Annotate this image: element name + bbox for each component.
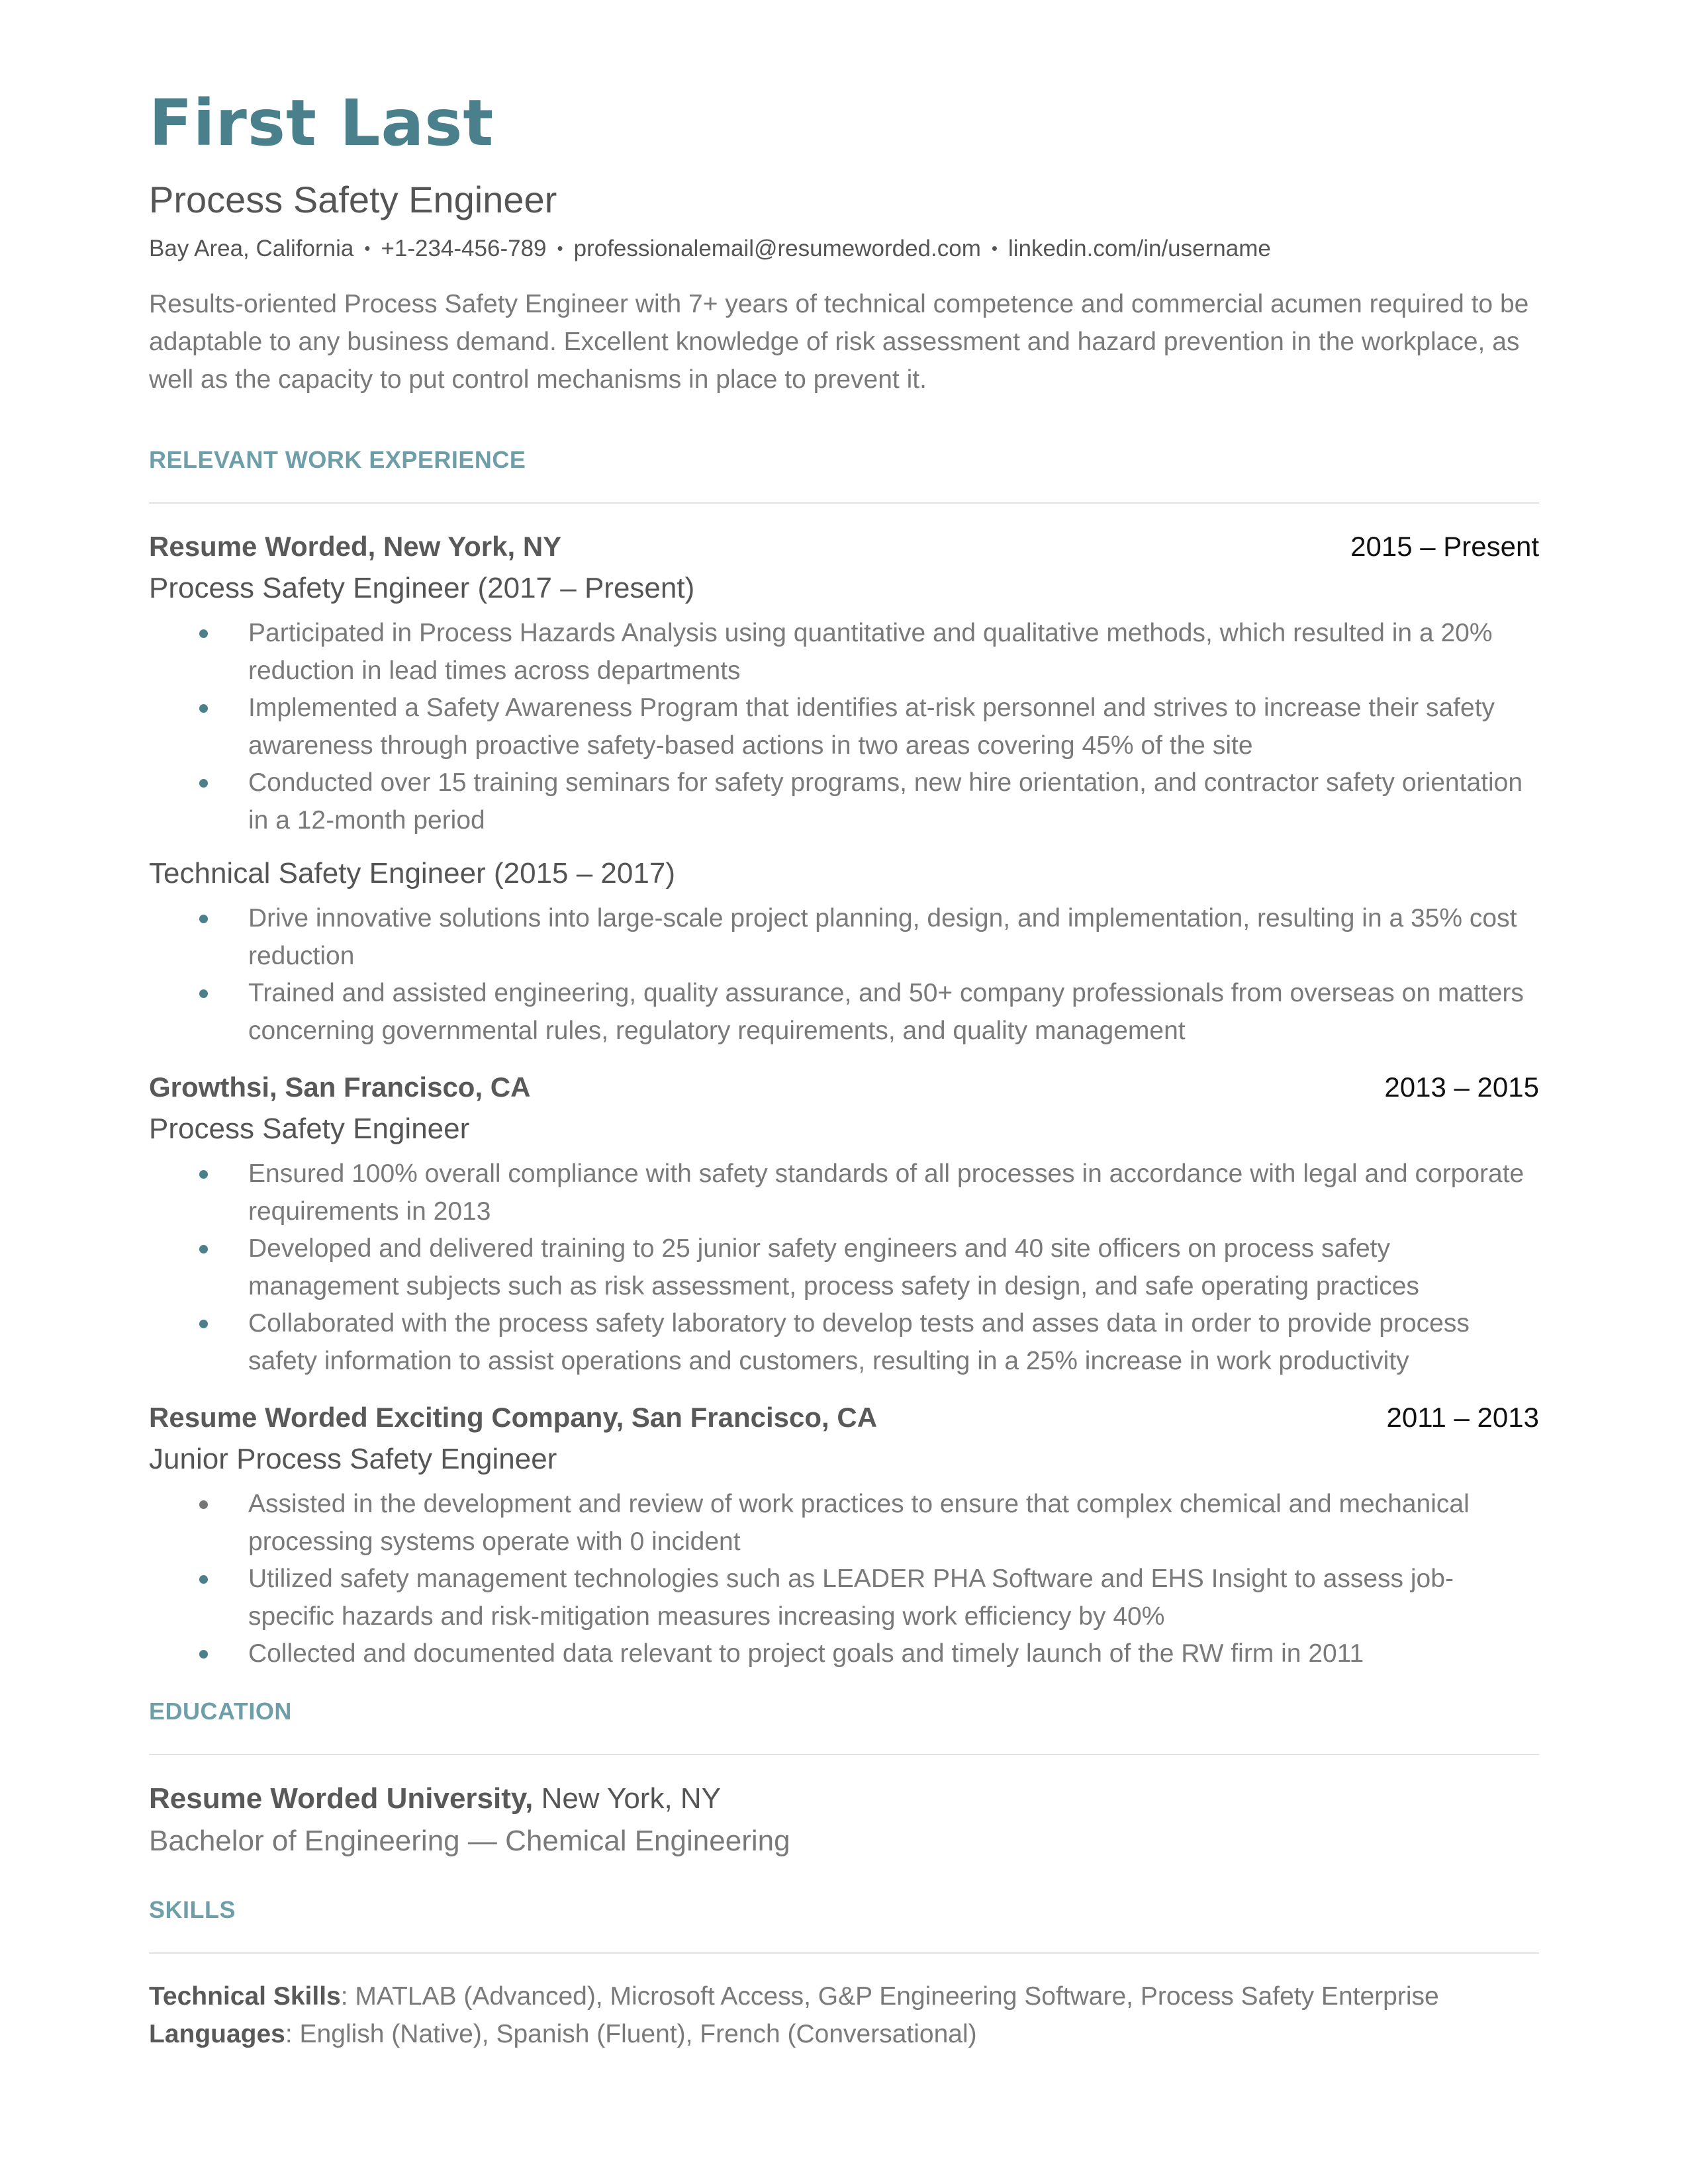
job-header xyxy=(149,1404,1539,1432)
education-school-line xyxy=(149,1784,1539,1813)
languages-label: Languages xyxy=(149,2019,285,2048)
list-item xyxy=(149,1486,1539,1561)
education-degree: Bachelor of Engineering — Chemical Engineering xyxy=(149,1824,790,1857)
bullet-icon xyxy=(199,704,208,713)
languages-line xyxy=(149,2015,1539,2053)
list-item xyxy=(149,690,1539,764)
job-header xyxy=(149,1073,1539,1101)
education-school: Resume Worded University, xyxy=(149,1782,534,1815)
contact-location: Bay Area, California xyxy=(149,236,354,261)
experience-heading: RELEVANT WORK EXPERIENCE xyxy=(149,446,526,473)
skills-heading: SKILLS xyxy=(149,1895,236,1923)
list-item xyxy=(149,1230,1539,1305)
list-item xyxy=(149,1305,1539,1380)
section-divider xyxy=(149,502,1539,504)
education-heading: EDUCATION xyxy=(149,1697,292,1725)
job-entry xyxy=(149,1073,1539,1380)
bullet-icon xyxy=(199,1245,208,1253)
job-company: Resume Worded, New York, NY xyxy=(149,531,562,562)
bullet-icon xyxy=(199,1500,208,1509)
job-bullets xyxy=(149,1486,1539,1673)
job-dates: 2013 – 2015 xyxy=(1384,1071,1539,1103)
bullet-text: Collaborated with the process safety laboratory to develop tests and asses data in order to provide process safety information to assist operations and customers, resulting in a 25% increase in work productivity xyxy=(248,1309,1470,1375)
bullet-text: Trained and assisted engineering, quality assurance, and 50+ company professionals from overseas on matters concerning governmental rules, regulatory requirements, and quality management xyxy=(248,979,1524,1045)
job-company: Growthsi, San Francisco, CA xyxy=(149,1071,531,1103)
list-item xyxy=(149,1635,1539,1673)
job-dates: 2015 – Present xyxy=(1350,531,1539,562)
resume-page xyxy=(149,79,1539,2053)
bullet-text: Conducted over 15 training seminars for safety programs, new hire orientation, and contractor safety orientation in a 12-month period xyxy=(248,768,1523,835)
summary-paragraph: Results-oriented Process Safety Engineer with 7+ years of technical competence and commercial acumen required to be adaptable to any business demand. Excellent knowledge of risk assessment and hazard prevention in the workplace, as well as the capacity to put control mechanisms in place to prevent it. xyxy=(149,290,1529,394)
job-dates: 2011 – 2013 xyxy=(1386,1402,1539,1433)
bullet-icon xyxy=(199,1170,208,1179)
bullet-icon xyxy=(199,1575,208,1584)
contact-email[interactable]: professionalemail@resumeworded.com xyxy=(573,236,981,261)
list-item xyxy=(149,1561,1539,1635)
job-position: Technical Safety Engineer (2015 – 2017) xyxy=(149,857,675,889)
list-item xyxy=(149,1156,1539,1230)
bullet-text: Implemented a Safety Awareness Program that identifies at-risk personnel and strives to increase their safety awareness through proactive safety-based actions in two areas covering 45% of the site xyxy=(248,694,1495,760)
bullet-text: Developed and delivered training to 25 junior safety engineers and 40 site officers on process safety management subjects such as risk assessment, process safety in design, and safe operating practices xyxy=(248,1234,1419,1300)
list-item xyxy=(149,764,1539,839)
job-entry xyxy=(149,1404,1539,1673)
contact-separator: • xyxy=(991,238,998,258)
job-header xyxy=(149,533,1539,561)
list-item xyxy=(149,615,1539,690)
bullet-text: Ensured 100% overall compliance with safety standards of all processes in accordance with legal and corporate requirements in 2013 xyxy=(248,1160,1524,1226)
bullet-text: Collected and documented data relevant to project goals and timely launch of the RW firm in 2011 xyxy=(248,1639,1364,1668)
list-item xyxy=(149,900,1539,975)
bullet-icon xyxy=(199,989,208,998)
bullet-text: Utilized safety management technologies such as LEADER PHA Software and EHS Insight to assess job-specific hazards and risk-mitigation measures increasing work efficiency by 40% xyxy=(248,1565,1454,1631)
job-entry xyxy=(149,533,1539,1050)
job-bullets xyxy=(149,1156,1539,1380)
candidate-title: Process Safety Engineer xyxy=(149,179,557,220)
contact-separator: • xyxy=(557,238,563,258)
bullet-icon xyxy=(199,1320,208,1328)
job-bullets xyxy=(149,900,1539,1050)
contact-line xyxy=(149,237,1539,260)
bullet-icon xyxy=(199,629,208,638)
bullet-icon xyxy=(199,779,208,788)
bullet-icon xyxy=(199,915,208,923)
technical-skills-label: Technical Skills xyxy=(149,1981,341,2011)
bullet-text: Drive innovative solutions into large-scale project planning, design, and implementation, resulting in a 35% cost reduction xyxy=(248,904,1517,970)
job-bullets xyxy=(149,615,1539,839)
bullet-text: Participated in Process Hazards Analysis using quantitative and qualitative methods, which resulted in a 20% reduction in lead times across departments xyxy=(248,619,1493,685)
contact-phone: +1-234-456-789 xyxy=(381,236,547,261)
job-position: Process Safety Engineer xyxy=(149,1113,470,1145)
contact-separator: • xyxy=(364,238,371,258)
list-item xyxy=(149,975,1539,1050)
job-position: Junior Process Safety Engineer xyxy=(149,1443,557,1475)
bullet-icon xyxy=(199,1650,208,1659)
education-location: New York, NY xyxy=(541,1782,722,1815)
bullet-text: Assisted in the development and review of work practices to ensure that complex chemical and mechanical processing systems operate with 0 incident xyxy=(248,1490,1470,1556)
technical-skills-line xyxy=(149,1978,1539,2015)
section-divider xyxy=(149,1952,1539,1954)
contact-linkedin[interactable]: linkedin.com/in/username xyxy=(1008,236,1271,261)
languages-value: : English (Native), Spanish (Fluent), French (Conversational) xyxy=(285,2019,977,2048)
job-company: Resume Worded Exciting Company, San Francisco, CA xyxy=(149,1402,878,1433)
technical-skills-value: : MATLAB (Advanced), Microsoft Access, G&P Engineering Software, Process Safety Enterprise xyxy=(340,1981,1439,2011)
job-position: Process Safety Engineer (2017 – Present) xyxy=(149,572,695,604)
section-divider xyxy=(149,1754,1539,1755)
candidate-name: First Last xyxy=(149,86,494,160)
